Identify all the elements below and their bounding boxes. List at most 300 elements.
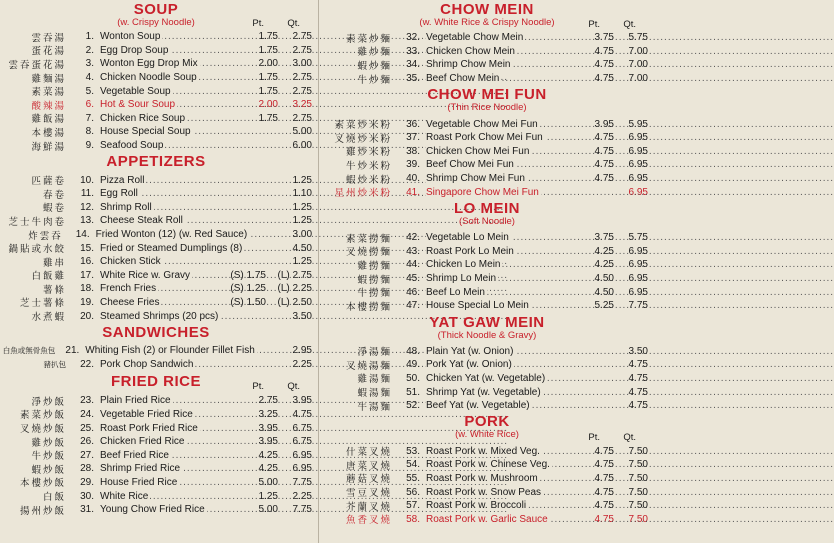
menu-item bbox=[0, 357, 312, 371]
qt-label: Qt. bbox=[287, 381, 300, 393]
quart-price: 2.75 bbox=[292, 112, 312, 124]
item-name bbox=[426, 73, 582, 84]
pint-price: 3.95 bbox=[258, 436, 278, 448]
item-number: 41. bbox=[406, 186, 420, 198]
item-name-text: Chicken Chow Mein bbox=[426, 45, 515, 57]
quart-price: 6.95 bbox=[628, 245, 648, 257]
item-number: 16. bbox=[80, 256, 94, 268]
menu-item bbox=[326, 285, 648, 299]
item-name-text: Cheese Fries bbox=[100, 296, 160, 308]
lo-mein-list bbox=[326, 231, 648, 313]
chinese-name: 素菜湯 bbox=[31, 87, 66, 99]
item-name bbox=[96, 229, 250, 240]
item-name bbox=[100, 113, 246, 124]
item-name-text: Shrimp Fried Rice bbox=[100, 463, 181, 475]
quart-price: 2.75 bbox=[292, 31, 312, 43]
quart-price: 6.95 bbox=[628, 132, 648, 144]
item-name bbox=[426, 346, 582, 357]
item-name bbox=[426, 387, 582, 398]
item-name-text: Roast Pork Fried Rice bbox=[100, 422, 198, 434]
quart-price: (L) 2.25 bbox=[277, 283, 312, 295]
item-name bbox=[426, 246, 582, 257]
item-number: 32. bbox=[406, 32, 420, 44]
item-name-text: Plain Yat (w. Onion) bbox=[426, 345, 514, 357]
pint-price: 4.75 bbox=[594, 132, 614, 144]
item-name-text: Vegetable Chow Mein bbox=[426, 32, 524, 44]
pint-price: 3.75 bbox=[594, 232, 614, 244]
chinese-name: 蝦炒麵 bbox=[357, 60, 392, 72]
chinese-name: 叉燒炒米粉 bbox=[334, 133, 392, 145]
pint-price: 4.75 bbox=[594, 159, 614, 171]
chinese-name: 鍋貼或水餃 bbox=[8, 244, 66, 256]
qt-label: Qt. bbox=[287, 18, 300, 29]
menu-item bbox=[326, 117, 648, 131]
lo-mein-title: LO MEIN bbox=[454, 199, 520, 217]
quart-price: 3.00 bbox=[292, 58, 312, 70]
pint-price: 4.75 bbox=[594, 513, 614, 525]
chinese-name: 雞炒麵 bbox=[357, 47, 392, 59]
quart-price: 2.75 bbox=[292, 44, 312, 56]
item-name bbox=[100, 504, 246, 515]
quart-price: 6.95 bbox=[292, 463, 312, 475]
item-number: 7. bbox=[85, 112, 94, 124]
menu-item bbox=[326, 458, 648, 472]
qt-label: Qt. bbox=[623, 432, 636, 444]
fried-rice-title: FRIED RICE bbox=[110, 373, 201, 391]
menu-item bbox=[0, 228, 312, 242]
chinese-name: 芝士牛肉卷 bbox=[8, 216, 66, 228]
quart-price: 1.25 bbox=[292, 201, 312, 213]
item-name-text: Beef Lo Mein bbox=[426, 286, 485, 298]
item-number: 46. bbox=[406, 286, 420, 298]
item-number: 4. bbox=[85, 72, 94, 84]
menu-item bbox=[0, 309, 312, 323]
item-name-text: White Rice bbox=[100, 490, 149, 502]
menu-item bbox=[0, 462, 312, 476]
item-number: 9. bbox=[85, 140, 94, 152]
item-number: 47. bbox=[406, 300, 420, 312]
chinese-name: 本樓湯 bbox=[31, 127, 66, 139]
menu-item bbox=[0, 84, 312, 98]
quart-price: 7.75 bbox=[292, 476, 312, 488]
pint-price: 4.50 bbox=[594, 286, 614, 298]
item-number: 5. bbox=[85, 85, 94, 97]
item-name bbox=[100, 215, 246, 226]
quart-price: 2.75 bbox=[292, 85, 312, 97]
menu-item bbox=[326, 272, 648, 286]
item-name bbox=[100, 175, 246, 186]
menu-item bbox=[0, 448, 312, 462]
chinese-name: 牛炒飯 bbox=[31, 451, 66, 463]
item-number: 49. bbox=[406, 359, 420, 371]
menu-item bbox=[326, 58, 648, 72]
item-name-text: Hot & Sour Soup bbox=[100, 99, 176, 111]
item-name-text: Vegetable Soup bbox=[100, 85, 171, 97]
chinese-name: 揚州炒飯 bbox=[19, 505, 66, 517]
quart-price: 6.00 bbox=[292, 140, 312, 152]
item-name-text: Chicken Lo Mein bbox=[426, 259, 501, 271]
menu-item bbox=[0, 201, 312, 215]
pint-price: 3.95 bbox=[258, 422, 278, 434]
chinese-name: 素菜炒飯 bbox=[19, 410, 66, 422]
chinese-name: 牛撈麵 bbox=[357, 288, 392, 300]
pint-price: (S) 1.75 bbox=[230, 269, 266, 281]
item-number: 24. bbox=[80, 408, 94, 420]
item-name bbox=[426, 446, 582, 457]
quart-price: 6.95 bbox=[628, 273, 648, 285]
quart-price: 7.50 bbox=[628, 513, 648, 525]
item-name bbox=[100, 45, 246, 56]
item-number: 2. bbox=[85, 44, 94, 56]
quart-price: 1.25 bbox=[292, 256, 312, 268]
lo-mein-header bbox=[326, 201, 648, 231]
lo-mein-subtitle: (Soft Noodle) bbox=[459, 215, 515, 227]
item-number: 8. bbox=[85, 126, 94, 138]
chinese-name: 魚香叉燒 bbox=[345, 515, 392, 527]
menu-item bbox=[326, 372, 648, 386]
pint-price: 4.75 bbox=[594, 486, 614, 498]
quart-price: 3.50 bbox=[292, 310, 312, 322]
item-name bbox=[426, 287, 582, 298]
chinese-name: 叉燒炒飯 bbox=[19, 424, 66, 436]
pint-price: 4.75 bbox=[594, 445, 614, 457]
menu-item bbox=[0, 187, 312, 201]
menu-item bbox=[326, 299, 648, 313]
quart-price: 7.50 bbox=[628, 459, 648, 471]
item-name bbox=[100, 126, 246, 137]
quart-price: 3.50 bbox=[628, 345, 648, 357]
item-name bbox=[426, 232, 582, 243]
item-name-text: Vegetable Chow Mei Fun bbox=[426, 118, 538, 130]
item-name-text: Roast Pork w. Snow Peas bbox=[426, 486, 542, 498]
quart-price: 6.95 bbox=[628, 259, 648, 271]
soup-title: SOUP bbox=[133, 1, 179, 18]
item-name-text: Pizza Roll bbox=[100, 174, 145, 186]
pork-list bbox=[326, 444, 648, 526]
pint-price: 4.25 bbox=[258, 449, 278, 461]
item-name-text: Roast Pork w. Garlic Sauce bbox=[426, 513, 548, 525]
chow-mein-title: CHOW MEIN bbox=[440, 1, 534, 18]
item-name-text: Roast Pork w. Mixed Veg. bbox=[426, 445, 540, 457]
menu-item bbox=[0, 282, 312, 296]
pint-price: 2.00 bbox=[258, 99, 278, 111]
item-name bbox=[100, 436, 246, 447]
menu-item bbox=[0, 344, 312, 358]
pint-price: 4.75 bbox=[594, 45, 614, 57]
item-name-text: Roast Pork w. Mushroom bbox=[426, 472, 538, 484]
soup-header bbox=[0, 0, 312, 30]
pint-price: 4.75 bbox=[594, 500, 614, 512]
item-number: 30. bbox=[80, 490, 94, 502]
menu-item bbox=[0, 435, 312, 449]
item-name bbox=[100, 188, 246, 199]
item-number: 18. bbox=[80, 283, 94, 295]
item-name bbox=[100, 297, 218, 308]
item-name bbox=[100, 86, 246, 97]
item-name bbox=[426, 459, 582, 470]
menu-item bbox=[326, 485, 648, 499]
yat-gaw-mein-header bbox=[326, 315, 648, 345]
chinese-name: 本樓炒飯 bbox=[19, 478, 66, 490]
item-name-text: Pork Chop Sandwich bbox=[100, 358, 194, 370]
menu-item bbox=[326, 245, 648, 259]
menu-item bbox=[0, 98, 312, 112]
item-number: 6. bbox=[85, 99, 94, 111]
chinese-name: 白飯 bbox=[42, 492, 66, 504]
chinese-name: 蝦撈麵 bbox=[357, 274, 392, 286]
menu-item bbox=[326, 72, 648, 86]
item-name bbox=[426, 173, 582, 184]
item-name-text: Shrimp Chow Mei Fun bbox=[426, 173, 525, 185]
pint-price: 1.75 bbox=[258, 85, 278, 97]
quart-price: 2.25 bbox=[292, 490, 312, 502]
quart-price: 3.00 bbox=[292, 229, 313, 241]
item-number: 25. bbox=[80, 422, 94, 434]
quart-price: 3.25 bbox=[292, 99, 312, 111]
item-name bbox=[426, 400, 582, 411]
menu-item bbox=[0, 421, 312, 435]
item-name bbox=[426, 46, 582, 57]
item-number: 48. bbox=[406, 345, 420, 357]
pint-price: 4.75 bbox=[594, 145, 614, 157]
chinese-name: 雞炒米粉 bbox=[345, 147, 392, 159]
soup-list bbox=[0, 30, 312, 152]
item-number: 52. bbox=[406, 400, 420, 412]
chinese-name: 淨湯麵 bbox=[357, 347, 392, 359]
chinese-name: 素菜炒麵 bbox=[345, 33, 392, 45]
item-name-text: Chicken Fried Rice bbox=[100, 436, 185, 448]
chinese-name: 什菜叉燒 bbox=[345, 447, 392, 459]
item-name-text: Chicken Stick bbox=[100, 256, 161, 268]
chinese-name: 蝦炒飯 bbox=[31, 464, 66, 476]
quart-price: (L) 2.75 bbox=[277, 269, 312, 281]
chow-mein-list bbox=[326, 31, 648, 85]
item-name-text: Beef Chow Mein bbox=[426, 73, 500, 85]
sandwiches-list bbox=[0, 344, 312, 371]
item-name-text: Egg Roll bbox=[100, 188, 138, 200]
chinese-name: 豬扒包 bbox=[43, 359, 66, 369]
item-name-text: Roast Pork w. Broccoli bbox=[426, 500, 527, 512]
item-name bbox=[100, 99, 246, 110]
item-name bbox=[426, 59, 582, 70]
chinese-name: 匹薩卷 bbox=[31, 176, 66, 188]
item-name-text: Beef Yat (w. Vegetable) bbox=[426, 400, 530, 412]
item-name bbox=[100, 31, 246, 42]
pint-price: 2.75 bbox=[258, 395, 278, 407]
item-name-text: Chicken Rice Soup bbox=[100, 112, 186, 124]
pt-label: Pt. bbox=[252, 18, 264, 29]
chow-mei-fun-title: CHOW MEI FUN bbox=[427, 86, 547, 104]
menu-item bbox=[0, 112, 312, 126]
pt-label: Pt. bbox=[252, 381, 264, 393]
chinese-name: 芥蘭叉燒 bbox=[345, 501, 392, 513]
item-name bbox=[100, 491, 246, 502]
quart-price: 7.75 bbox=[292, 504, 312, 516]
chinese-name: 雞麵湯 bbox=[31, 73, 66, 85]
item-name-text: Egg Drop Soup bbox=[100, 44, 169, 56]
pork-title: PORK bbox=[464, 413, 510, 431]
item-name-text: Whiting Fish (2) or Flounder Fillet Fish bbox=[85, 345, 255, 357]
pint-price: 4.75 bbox=[594, 173, 614, 185]
menu-item bbox=[0, 71, 312, 85]
item-name-text: Pork Yat (w. Onion) bbox=[426, 359, 512, 371]
pint-price: (S) 1.25 bbox=[230, 283, 266, 295]
quart-price: 6.95 bbox=[628, 186, 648, 198]
chinese-name: 蛋花湯 bbox=[31, 46, 66, 58]
chow-mein-subtitle: (w. White Rice & Crispy Noodle) bbox=[419, 17, 555, 28]
item-name-text: Roast Pork Chow Mei Fun bbox=[426, 132, 543, 144]
menu-item bbox=[326, 172, 648, 186]
item-number: 38. bbox=[406, 145, 420, 157]
menu-item bbox=[326, 131, 648, 145]
item-number: 27. bbox=[80, 449, 94, 461]
item-name-text: White Rice w. Gravy bbox=[100, 269, 191, 281]
chinese-name: 白魚或無骨魚包 bbox=[2, 346, 56, 356]
chinese-name: 素菜炒米粉 bbox=[334, 120, 392, 132]
quart-price: (L) 2.50 bbox=[277, 296, 312, 308]
item-name-text: Fried Wonton (12) (w. Red Sauce) bbox=[95, 229, 248, 241]
pint-price: 5.25 bbox=[594, 300, 614, 312]
item-number: 45. bbox=[406, 273, 420, 285]
chinese-name: 牛湯麵 bbox=[357, 401, 392, 413]
item-number: 29. bbox=[80, 476, 94, 488]
chinese-name: 淨炒飯 bbox=[31, 396, 66, 408]
quart-price: 6.95 bbox=[628, 173, 648, 185]
item-name bbox=[100, 423, 246, 434]
item-name-text: Vegetable Fried Rice bbox=[100, 408, 193, 420]
item-number: 58. bbox=[406, 513, 420, 525]
item-name-text: Shrimp Chow Mein bbox=[426, 59, 511, 71]
item-name bbox=[100, 409, 246, 420]
quart-price: 6.75 bbox=[292, 436, 312, 448]
pint-price: 3.75 bbox=[594, 32, 614, 44]
item-number: 56. bbox=[406, 486, 420, 498]
fried-rice-list bbox=[0, 394, 312, 516]
chinese-name: 雞湯麵 bbox=[357, 374, 392, 386]
menu-item bbox=[326, 444, 648, 458]
item-number: 15. bbox=[80, 242, 94, 254]
pint-price: 4.75 bbox=[594, 59, 614, 71]
item-name bbox=[426, 273, 582, 284]
item-name bbox=[100, 283, 218, 294]
item-number: 57. bbox=[406, 500, 420, 512]
item-name bbox=[426, 146, 582, 157]
item-number: 21. bbox=[65, 345, 80, 357]
menu-item bbox=[0, 503, 312, 517]
menu-item bbox=[0, 408, 312, 422]
menu-item bbox=[0, 173, 312, 187]
item-name bbox=[426, 159, 582, 170]
quart-price: 7.00 bbox=[628, 45, 648, 57]
quart-price: 3.95 bbox=[292, 395, 312, 407]
chinese-name: 雞炒飯 bbox=[31, 437, 66, 449]
chinese-name: 薯條 bbox=[42, 284, 66, 296]
sandwiches-title: SANDWICHES bbox=[102, 323, 210, 341]
item-number: 14. bbox=[75, 229, 90, 241]
item-name-text: Fried or Steamed Dumplings (8) bbox=[100, 242, 243, 254]
pint-price: 1.75 bbox=[258, 44, 278, 56]
menu-item bbox=[326, 185, 648, 199]
item-name bbox=[426, 259, 582, 270]
item-name bbox=[100, 450, 246, 461]
quart-price: 1.10 bbox=[292, 188, 312, 200]
pint-price: 4.50 bbox=[594, 273, 614, 285]
item-name-text: Plain Fried Rice bbox=[100, 395, 171, 407]
item-name-text: Shrimp Roll bbox=[100, 201, 152, 213]
chinese-name: 星州炒米粉 bbox=[334, 188, 392, 200]
quart-price: 6.75 bbox=[292, 422, 312, 434]
item-name-text: Steamed Shrimps (20 pcs) bbox=[100, 310, 219, 322]
item-number: 44. bbox=[406, 259, 420, 271]
item-number: 20. bbox=[80, 310, 94, 322]
item-name bbox=[100, 311, 246, 322]
item-number: 39. bbox=[406, 159, 420, 171]
quart-price: 1.25 bbox=[292, 215, 312, 227]
item-name bbox=[426, 473, 582, 484]
pint-price: 2.00 bbox=[258, 58, 278, 70]
item-number: 40. bbox=[406, 173, 420, 185]
item-name-text: Beef Fried Rice bbox=[100, 449, 169, 461]
item-number: 23. bbox=[80, 395, 94, 407]
pint-price: 4.75 bbox=[594, 459, 614, 471]
menu-item bbox=[326, 145, 648, 159]
chinese-name: 芝士薯條 bbox=[19, 298, 66, 310]
pint-price: 5.00 bbox=[258, 504, 278, 516]
quart-price: 4.75 bbox=[628, 386, 648, 398]
pint-price: 1.75 bbox=[258, 31, 278, 43]
quart-price: 5.75 bbox=[628, 232, 648, 244]
item-name-text: Singapore Chow Mei Fun bbox=[426, 186, 539, 198]
chinese-name: 雲吞湯 bbox=[31, 32, 66, 44]
item-number: 12. bbox=[80, 201, 94, 213]
item-number: 35. bbox=[406, 73, 420, 85]
item-number: 11. bbox=[80, 188, 94, 200]
chinese-name: 牛炒麵 bbox=[357, 74, 392, 86]
pint-price: 1.25 bbox=[258, 490, 278, 502]
chinese-name: 雲吞蛋花湯 bbox=[8, 59, 66, 71]
quart-price: 7.50 bbox=[628, 445, 648, 457]
item-name-text: Wonton Soup bbox=[100, 31, 161, 43]
item-name-text: Chicken Yat (w. Vegetable) bbox=[426, 372, 546, 384]
quart-price: 6.95 bbox=[628, 286, 648, 298]
menu-item bbox=[0, 489, 312, 503]
item-name-text: Vegetable Lo Mein bbox=[426, 232, 509, 244]
item-name bbox=[426, 487, 582, 498]
item-name-text: Chicken Noodle Soup bbox=[100, 72, 197, 84]
item-name-text: House Fried Rice bbox=[100, 476, 178, 488]
item-number: 26. bbox=[80, 436, 94, 448]
quart-price: 7.00 bbox=[628, 59, 648, 71]
chinese-name: 本樓撈麵 bbox=[345, 301, 392, 313]
pint-price: 3.95 bbox=[594, 118, 614, 130]
soup-subtitle: (w. Crispy Noodle) bbox=[117, 17, 195, 28]
chinese-name: 雪豆叉燒 bbox=[345, 488, 392, 500]
item-name bbox=[100, 72, 246, 83]
pint-price: 4.75 bbox=[594, 73, 614, 85]
menu-item bbox=[326, 45, 648, 59]
pint-price: 1.75 bbox=[258, 72, 278, 84]
quart-price: 6.95 bbox=[628, 159, 648, 171]
pint-price: 4.25 bbox=[594, 259, 614, 271]
yat-gaw-mein-title: YAT GAW MEIN bbox=[429, 313, 545, 331]
quart-price: 5.75 bbox=[628, 32, 648, 44]
item-number: 55. bbox=[406, 472, 420, 484]
appetizers-title: APPETIZERS bbox=[106, 153, 206, 171]
pork-header bbox=[326, 414, 648, 444]
item-name-text: Roast Pork w. Chinese Veg. bbox=[426, 459, 550, 471]
menu-right-column bbox=[326, 0, 648, 526]
chow-mei-fun-header bbox=[326, 87, 648, 117]
